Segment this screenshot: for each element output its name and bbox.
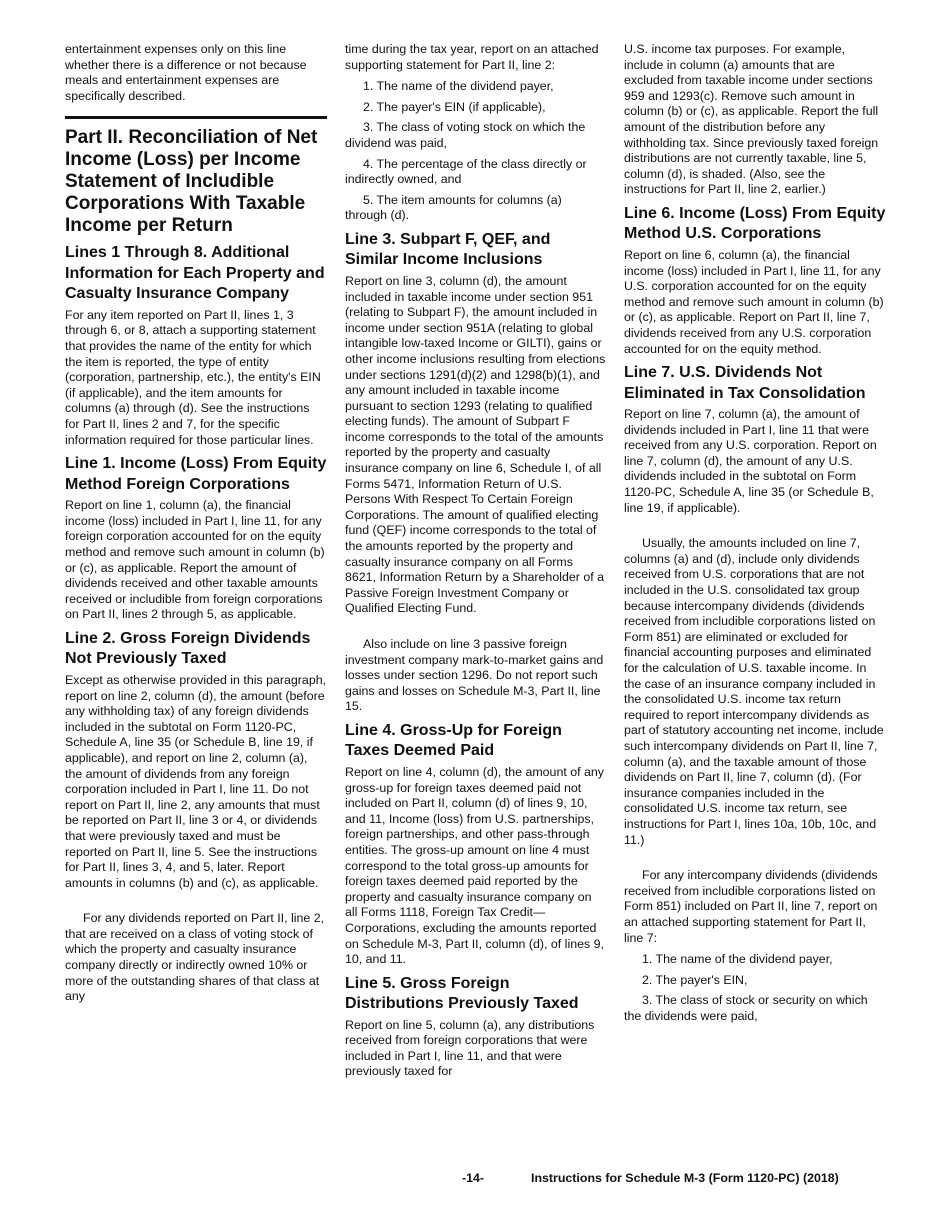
list-item: 3. The class of stock or security on which the dividends were paid, — [624, 993, 868, 1023]
paragraph-line-7b: Usually, the amounts included on line 7, columns (a) and (d), include only dividends received from U.S. corporations that are not included in the U.S. consolidated tax group because intercompany dividends (dividends received from includible corporations listed on Form 851) are eliminated or excluded for financial accounting purposes and eliminated for the calculation of U.S. taxable income. In the case of an insurance company included in the consolidated U.S. income tax return required to report intercompany dividends as part of statutory accounting net income, include such intercompany dividends on Part II, line 7, column (a), and the taxable amount of those dividends on Part II, line 7, column (d). (For insurance companies included in the consolidated U.S. income tax return, see instructions for Part I, lines 10a, 10b, 10c, and 11.) — [624, 536, 884, 847]
paragraph-line-2-cont: time during the tax year, report on an attached supporting statement for Part II, line 2: — [345, 42, 599, 72]
part-ii-title: Part II. Reconciliation of Net Income (Loss) per Income Statement of Includible Corporations With Taxable Income per Return — [65, 127, 318, 237]
paragraph-line-7a: Report on line 7, column (a), the amount of dividends included in Part I, line 11 that were received from any U.S. corporation. Report on line 7, column (d), the amount of any U.S. dividends included in the subtotal on Form 1120-PC, Schedule A, line 35 (or Schedule B, line 19, if applicable). — [624, 407, 877, 515]
paragraph-line-3a: Report on line 3, column (d), the amount included in taxable income under section 951 (relating to Subpart F), the amount included in income under section 951A (relating to global intangible low-taxed Income or GILTI), gains or other income inclusions resulting from elections under sections 1291(d)(2) and 1298(b)(1), and any amount included in taxable income pursuant to section 1293 (relating to qualified electing funds). The amount of Subpart F income corresponds to the total of the amounts reported by the property and casualty insurance company on line 6, Schedule I, of all Forms 5471, Information Return of U.S. Persons With Respect To Certain Foreign Corporations. The amount of qualified electing fund (QEF) income corresponds to the total of the amounts reported by the property and casualty insurance company on all Forms 8621, Information Return by a Shareholder of a Passive Foreign Investment Company or Qualified Electing Fund. — [345, 273, 606, 616]
paragraph-line-6: Report on line 6, column (a), the financial income (loss) included in Part I, line 11, for any U.S. corporation accounted for on the equity method and remove such amount in column (b) or (c), as applicable. Report on Part II, line 7, dividends received from any U.S. corporation accounted for on the equity method. — [624, 247, 884, 356]
heading-line-1: Line 1. Income (Loss) From Equity Method Foreign Corporations — [65, 455, 327, 493]
heading-line-5: Line 5. Gross Foreign Distributions Previously Taxed — [345, 974, 579, 1013]
heading-line-6: Line 6. Income (Loss) From Equity Method U.S. Corporations — [624, 204, 886, 243]
heading-line-7: Line 7. U.S. Dividends Not Eliminated in Tax Consolidation — [624, 364, 866, 402]
page-number: -14- — [462, 1171, 485, 1185]
paragraph-lines-1-8: For any item reported on Part II, lines 1, 3 through 6, or 8, attach a supporting statement that provides the name of the entity for which the item is reported, the type of entity (corporation, partnership, etc.), the entity's EIN (if applicable), and the item amounts for columns (a) through (d). See the instructions for Part II, lines 2 and 7, for the specific information required for those particular lines. — [65, 307, 321, 447]
column-1 — [65, 42, 327, 1011]
list-item: 4. The percentage of the class directly or indirectly owned, and — [345, 156, 587, 187]
list-item: 5. The item amounts for columns (a) through (d). — [345, 192, 562, 223]
paragraph-line-2a: Except as otherwise provided in this paragraph, report on line 2, column (d), the amount (before any withholding tax) of any foreign dividends included in the subtotal on Form 1120-PC, Schedule A, line 35 (or Schedule B, line 19, if applicable), and report on line 2, column (a), the amount of dividends from any foreign corporation included in Part I, line 11. Do not report on Part II, line 2, any amounts that must be reported on Part II, line 3 or 4, or dividends that were previously taxed and must be reported on Part II, line 5. See the instructions for Part II, lines 3, 4, and 5, later. Report amounts in columns (b) and (c), as applicable. — [65, 672, 327, 890]
list-item: 3. The class of voting stock on which the dividend was paid, — [345, 120, 586, 150]
list-item: 1. The name of the dividend payer, — [642, 952, 833, 967]
heading-line-2: Line 2. Gross Foreign Dividends Not Previously Taxed — [65, 629, 311, 668]
paragraph-line-5-cont: U.S. income tax purposes. For example, include in column (a) amounts that are excluded from taxable income under sections 959 and 1293(c). Remove such amount in column (b) or (c), as applicable. Report the full amount of the distribution before any withholding tax. Since previously taxed foreign distributions are not currently taxable, line 5, column (d), is shaded. (Also, see the instructions for Part II, line 2, earlier.) — [624, 42, 879, 197]
paragraph-line-3b: Also include on line 3 passive foreign investment company mark-to-market gains and losses under section 1296. Do not report such gains and losses on Schedule M-3, Part II, line 15. — [345, 637, 604, 714]
heading-line-4: Line 4. Gross-Up for Foreign Taxes Deemed Paid — [345, 721, 562, 760]
line-7-list — [624, 952, 886, 1024]
section-divider — [65, 116, 327, 119]
paragraph-line-7c: For any intercompany dividends (dividends received from includible corporations listed on Form 851) included on Part II, line 7, report on an attached supporting statement for Part II, line 7: — [624, 868, 878, 945]
list-item: 2. The payer's EIN (if applicable), — [363, 99, 546, 114]
paragraph-line-4: Report on line 4, column (d), the amount of any gross-up for foreign taxes deemed paid not included on Part II, column (d) of lines 9, 10, and 11, Income (loss) from U.S. partnerships, foreign partnerships, and other pass-through entities. The gross-up amount on line 4 must correspond to the total gross-up amounts for foreign taxes deemed paid reported by the property and casualty insurance company on all Forms 1118, Foreign Tax Credit—Corporations, excluding the amounts reported on Schedule M-3, Part II, column (d), of lines 9, 10, and 11. — [345, 764, 604, 967]
paragraph-line-2b: For any dividends reported on Part II, line 2, that are received on a class of voting stock of which the property and casualty insurance company directly or indirectly owned 10% or more of the outstanding shares of that class at any — [65, 911, 325, 1004]
list-item: 2. The payer's EIN, — [642, 972, 748, 987]
list-item: 1. The name of the dividend payer, — [363, 79, 554, 94]
line-2-list — [345, 79, 607, 224]
intro-paragraph: entertainment expenses only on this line whether there is a difference or not because meals and entertainment expenses are specifically described. — [65, 42, 307, 103]
paragraph-line-5: Report on line 5, column (a), any distributions received from foreign corporations that were included in Part I, line 11, and that were previously taxed for — [345, 1017, 595, 1079]
column-3 — [624, 42, 886, 1030]
heading-line-3: Line 3. Subpart F, QEF, and Similar Income Inclusions — [345, 230, 551, 269]
heading-lines-1-8: Lines 1 Through 8. Additional Information for Each Property and Casualty Insurance Company — [65, 244, 325, 303]
column-2 — [345, 42, 607, 1086]
document-title: Instructions for Schedule M-3 (Form 1120-PC) (2018) — [531, 1171, 839, 1185]
paragraph-line-1: Report on line 1, column (a), the financial income (loss) included in Part I, line 11, for any foreign corporation accounted for on the equity method and remove such amount in column (b) or (c), as applicable. Report the amount of dividends received and other taxable amounts received or includible from foreign corporations on Part II, lines 2 through 5, as applicable. — [65, 498, 325, 622]
